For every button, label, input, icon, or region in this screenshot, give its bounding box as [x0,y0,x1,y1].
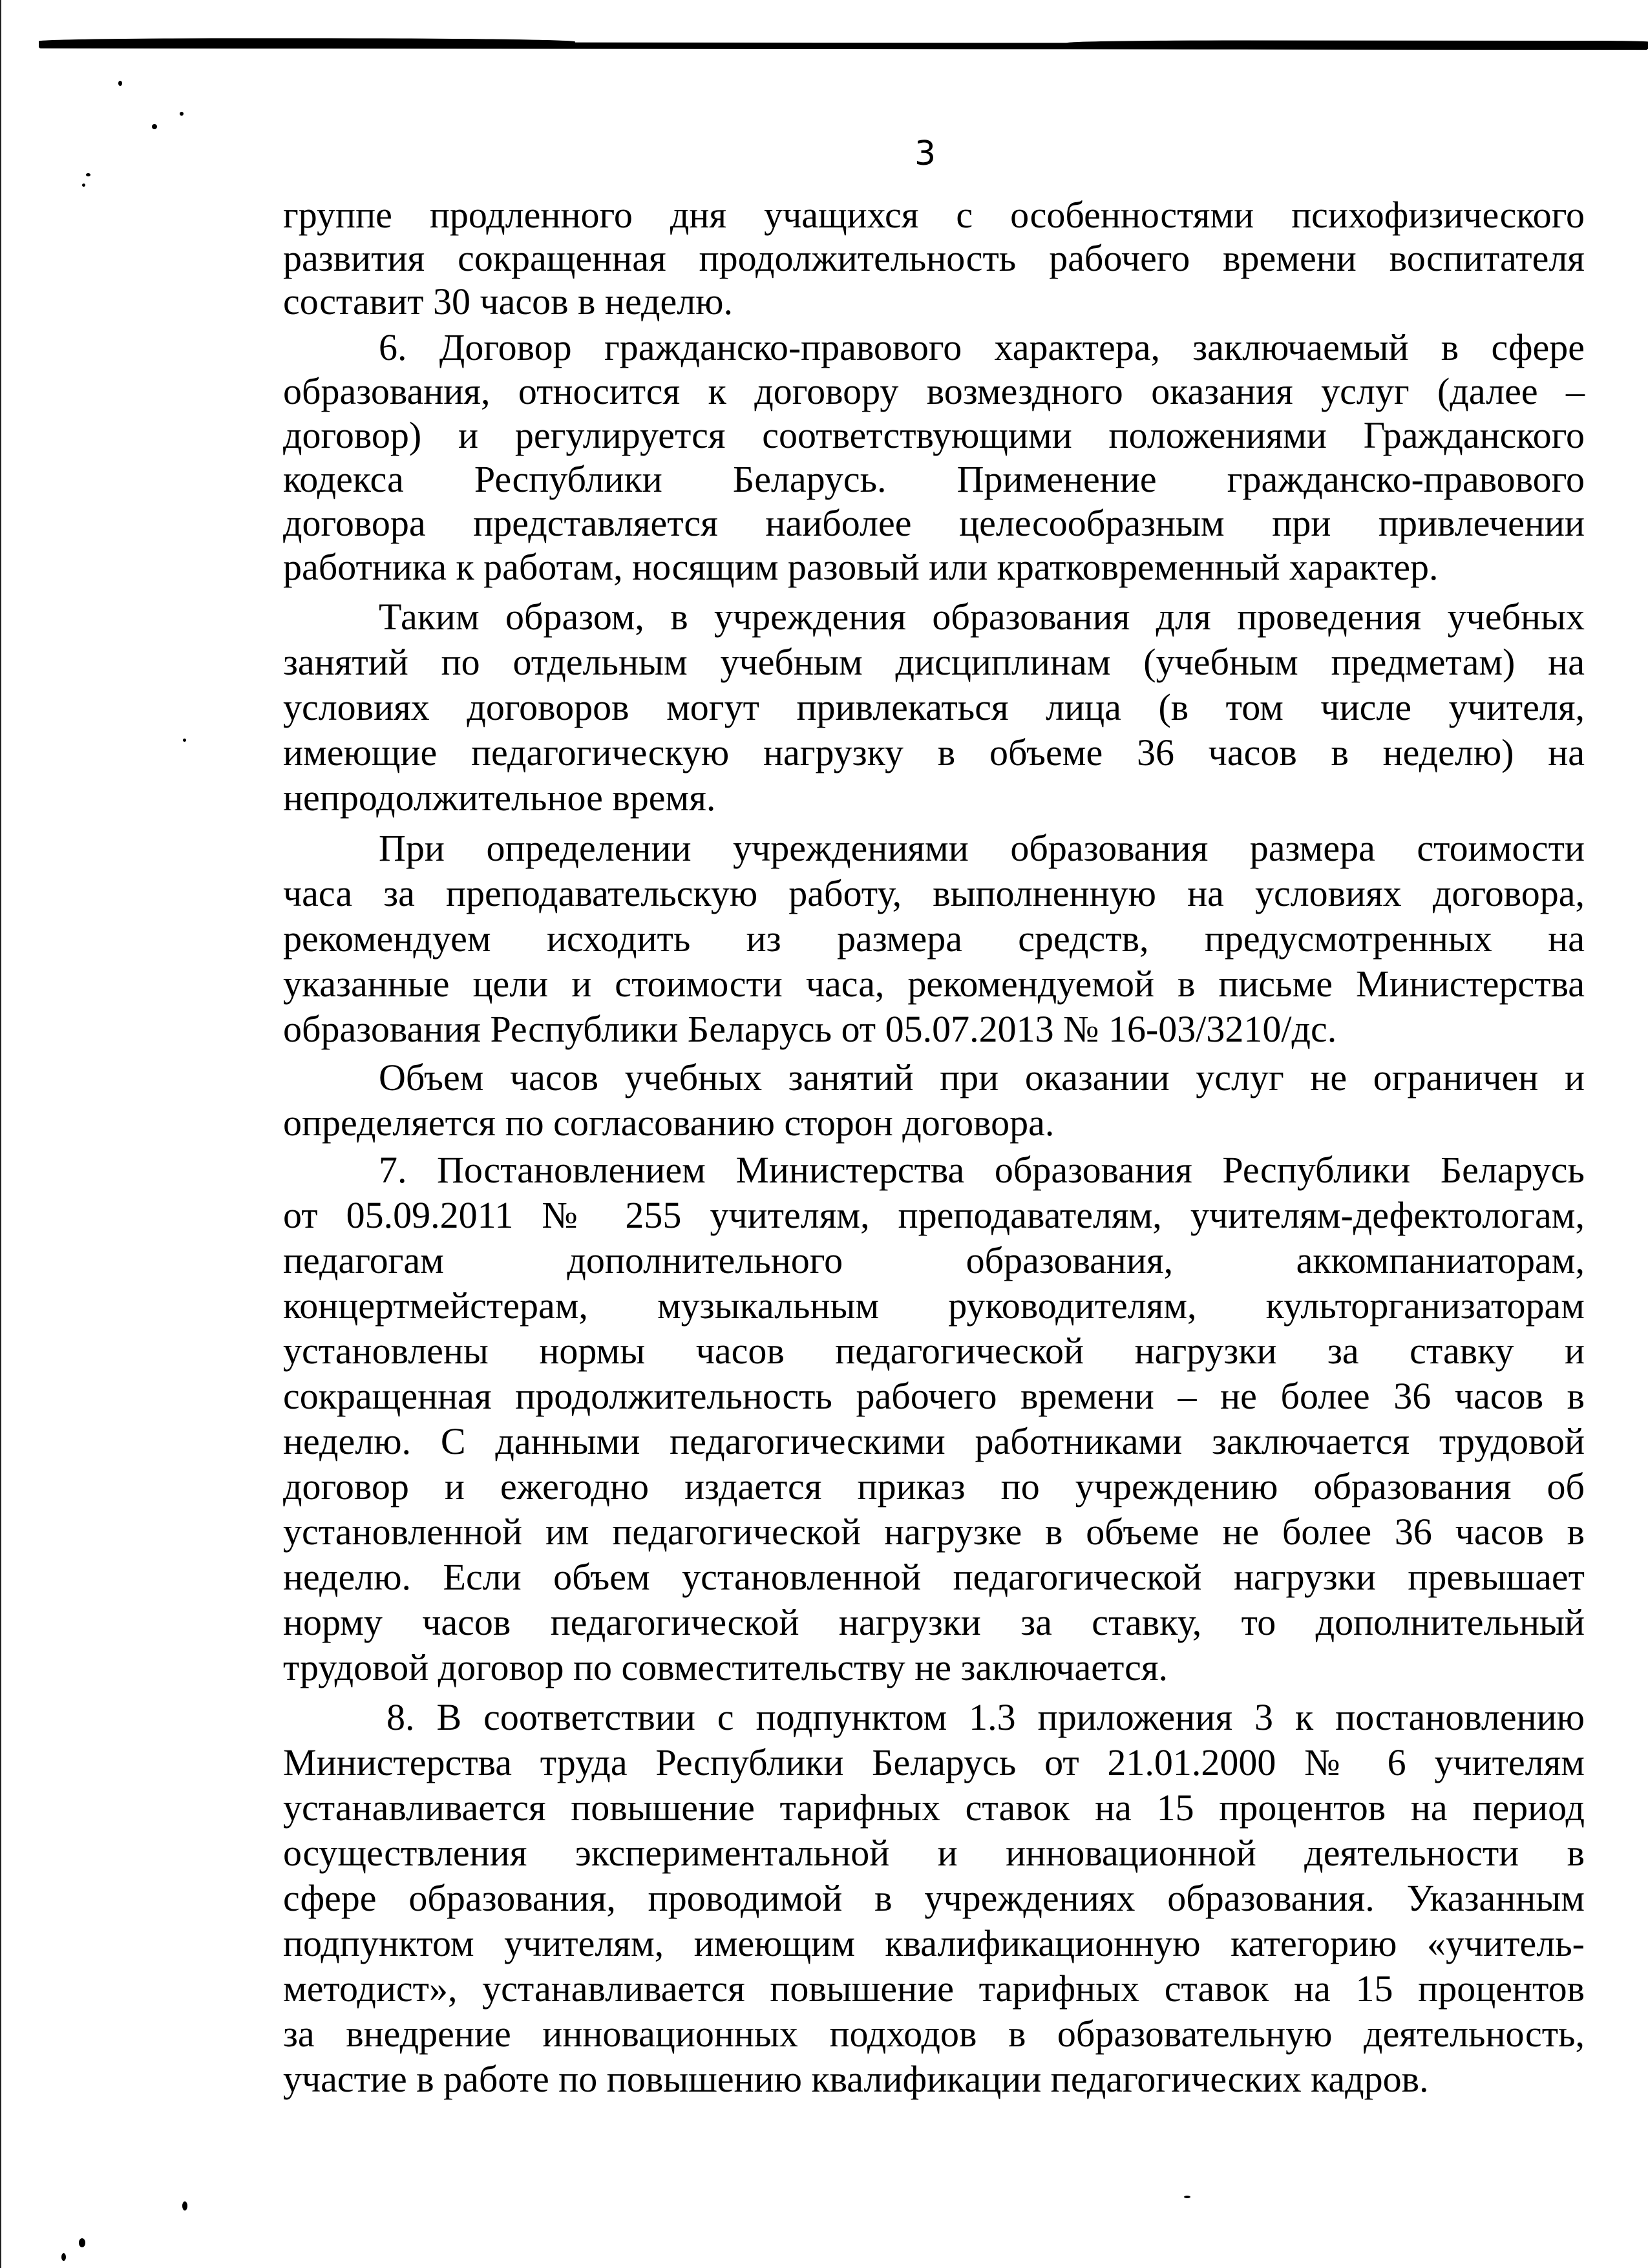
scan-speck [86,173,90,176]
text-line: договора представляется наиболее целесообразным при привлечении [283,502,1585,544]
paragraph-7-first-line: 7. Постановлением Министерства образования Республики Беларусь [379,1149,1585,1191]
text-line: подпунктом учителям, имеющим квалификационную категорию «учитель- [283,1922,1585,1964]
text-line: рекомендуем исходить из размера средств, предусмотренных на [283,918,1585,960]
text-line: неделю. С данными педагогическими работниками заключается трудовой [283,1420,1585,1462]
text-line: работника к работам, носящим разовый или кратковременный характер. [283,546,1439,588]
text-line: за внедрение инновационных подходов в образовательную деятельность, [283,2013,1585,2055]
text-line: участие в работе по повышению квалификации педагогических кадров. [283,2058,1429,2100]
text-line: осуществления экспериментальной и инновационной деятельности в [283,1832,1585,1874]
text-line: устанавливается повышение тарифных ставок на 15 процентов на период [283,1787,1585,1829]
text-line: непродолжительное время. [283,777,716,819]
text-line: договор) и регулируется соответствующими положениями Гражданского [283,414,1585,456]
text-line: сфере образования, проводимой в учреждениях образования. Указанным [283,1877,1585,1919]
scan-speck [118,81,122,86]
paragraph-first-line: Таким образом, в учреждения образования для проведения учебных [379,596,1585,638]
text-line: Министерства труда Республики Беларусь от 21.01.2000 № 6 учителям [283,1741,1585,1783]
text-line: от 05.09.2011 № 255 учителям, преподавателям, учителям-дефектологам, [283,1194,1585,1236]
text-line: установленной им педагогической нагрузке в объеме не более 36 часов в [283,1511,1585,1553]
scan-speck [183,739,186,742]
text-line: сокращенная продолжительность рабочего времени – не более 36 часов в [283,1375,1585,1417]
text-line: договор и ежегодно издается приказ по учреждению образования об [283,1465,1585,1507]
text-line: кодекса Республики Беларусь. Применение гражданско-правового [283,458,1585,500]
text-line: концертмейстерам, музыкальным руководителям, культорганизаторам [283,1285,1585,1327]
scan-edge-top [39,42,1648,50]
page-number: 3 [914,134,936,173]
text-line: имеющие педагогическую нагрузку в объеме 36 часов в неделю) на [283,731,1585,773]
paragraph-first-line: Объем часов учебных занятий при оказании услуг не ограничен и [379,1056,1585,1098]
scan-speck [180,112,184,116]
scan-speck [152,124,157,129]
scan-speck [82,184,85,187]
paragraph-8-first-line: 8. В соответствии с подпунктом 1.3 приложения 3 к постановлению [386,1696,1585,1738]
scan-speck [182,2201,187,2210]
text-line: норму часов педагогической нагрузки за ставку, то дополнительный [283,1601,1585,1643]
text-line: занятий по отдельным учебным дисциплинам (учебным предметам) на [283,641,1585,683]
text-line: образования, относится к договору возмездного оказания услуг (далее – [283,370,1585,412]
text-line: часа за преподавательскую работу, выполненную на условиях договора, [283,872,1585,914]
paragraph-first-line: При определении учреждениями образования размера стоимости [379,827,1585,869]
text-line: неделю. Если объем установленной педагогической нагрузки превышает [283,1556,1585,1598]
text-line: группе продленного дня учащихся с особенностями психофизического [283,194,1585,236]
scan-edge-left [0,0,1,2268]
scan-speck [79,2238,85,2247]
text-line: развития сокращенная продолжительность рабочего времени воспитателя [283,237,1585,279]
text-line: условиях договоров могут привлекаться лица (в том числе учителя, [283,686,1585,728]
text-line: методист», устанавливается повышение тарифных ставок на 15 процентов [283,1968,1585,2010]
scan-speck [1184,2196,1190,2198]
text-line: трудовой договор по совместительству не заключается. [283,1646,1168,1688]
text-line: установлены нормы часов педагогической нагрузки за ставку и [283,1330,1585,1372]
text-line: педагогам дополнительного образования, аккомпаниаторам, [283,1239,1585,1281]
text-line: образования Республики Беларусь от 05.07.2013 № 16-03/3210/дс. [283,1008,1337,1050]
text-line: определяется по согласованию сторон договора. [283,1102,1055,1144]
scan-speck [61,2253,66,2261]
text-line: составит 30 часов в неделю. [283,280,733,322]
paragraph-6-first-line: 6. Договор гражданско-правового характера, заключаемый в сфере [379,326,1585,368]
text-line: указанные цели и стоимости часа, рекомендуемой в письме Министерства [283,963,1585,1005]
